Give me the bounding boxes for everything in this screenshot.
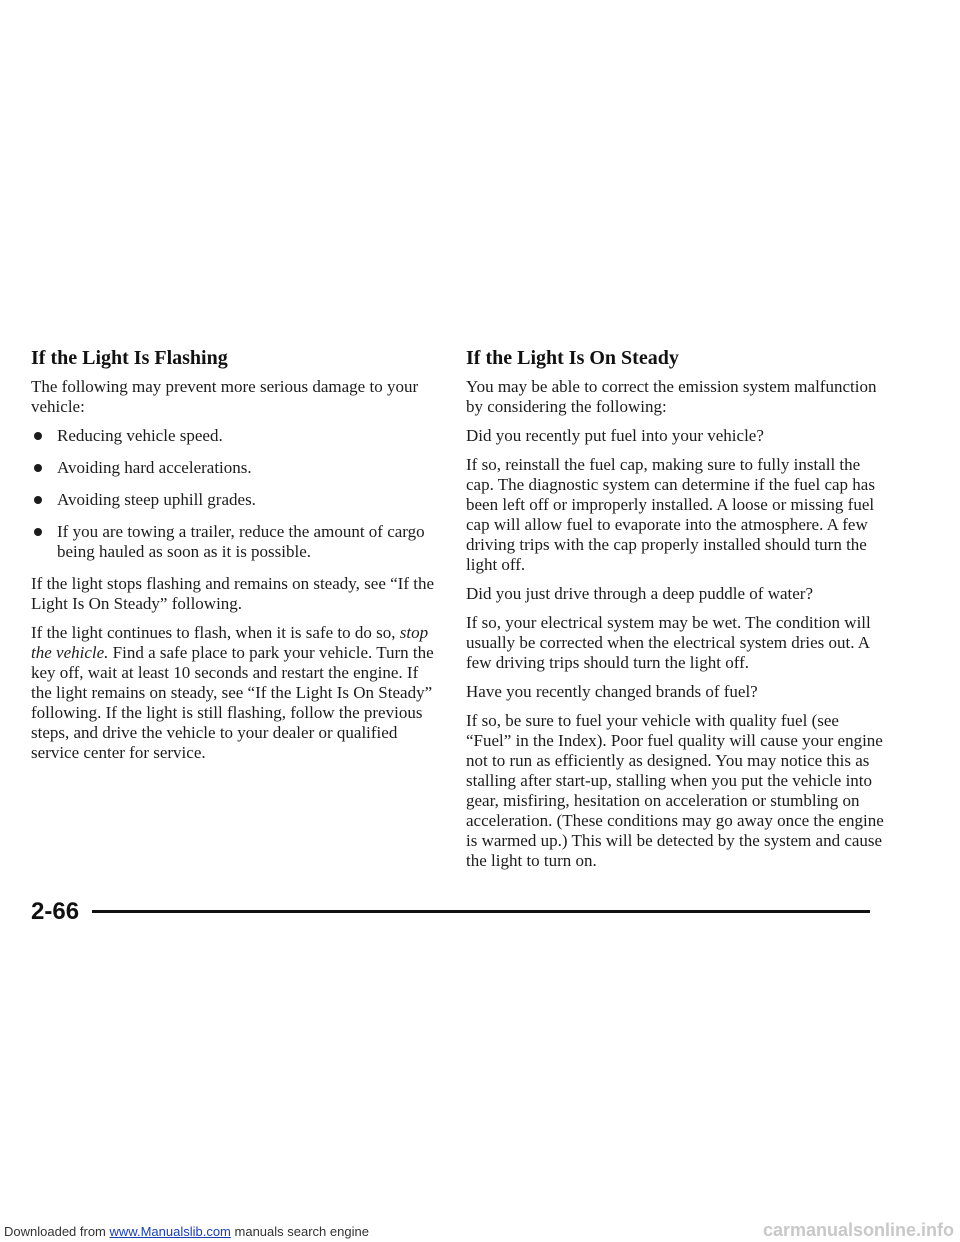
bullet-icon xyxy=(34,464,42,472)
bullet-list xyxy=(31,426,441,562)
section-heading-steady: If the Light Is On Steady xyxy=(466,347,679,369)
bullet-icon xyxy=(34,432,42,440)
paragraph: Did you just drive through a deep puddle of water? xyxy=(466,584,813,603)
list-item xyxy=(31,522,441,562)
download-prefix: Downloaded from xyxy=(4,1224,106,1239)
bullet-icon xyxy=(34,496,42,504)
paragraph: If so, your electrical system may be wet. The condition will usually be corrected when the electrical system dries out. A few driving trips should turn the light off. xyxy=(466,613,871,672)
list-item-text: If you are towing a trailer, reduce the amount of cargo being hauled as soon as it is possible. xyxy=(57,522,425,561)
intro-paragraph: The following may prevent more serious damage to your vehicle: xyxy=(31,377,419,416)
footer-divider xyxy=(92,910,870,913)
stop-vehicle-emphasis: stop the vehicle. xyxy=(31,623,429,662)
list-item xyxy=(31,458,441,478)
right-column xyxy=(466,346,886,880)
list-item-text: Avoiding hard accelerations. xyxy=(57,458,252,477)
steady-reference-paragraph: If the light stops flashing and remains on steady, see “If the Light Is On Steady” following. xyxy=(31,574,435,613)
paragraph: Have you recently changed brands of fuel? xyxy=(466,682,758,701)
list-item xyxy=(31,426,441,446)
list-item-text: Reducing vehicle speed. xyxy=(57,426,223,445)
flash-text-start: If the light continues to flash, when it is safe to do so, xyxy=(31,623,396,642)
paragraph: If so, be sure to fuel your vehicle with quality fuel (see “Fuel” in the Index). Poor fuel quality will cause your engine not to run as efficiently as designed. You may notice this as stalling after start-up, stalling when you put the vehicle into gear, misfiring, hesitation on acceleration or stumbling on acceleration. (These conditions may go away once the engine is warmed up.) This will be detected by the system and cause the light to turn on. xyxy=(466,711,884,870)
download-suffix: manuals search engine xyxy=(234,1224,369,1239)
continue-flash-paragraph xyxy=(31,623,441,763)
download-source-line xyxy=(4,1224,369,1240)
watermark-text: carmanualsonline.info xyxy=(762,1220,954,1240)
section-heading-flashing: If the Light Is Flashing xyxy=(31,347,228,369)
paragraph: If so, reinstall the fuel cap, making sure to fully install the cap. The diagnostic system can determine if the fuel cap has been left off or improperly installed. A loose or missing fuel cap will allow fuel to evaporate into the atmosphere. A few driving trips with the cap properly installed should turn the light off. xyxy=(466,455,875,574)
left-column xyxy=(31,346,441,772)
list-item xyxy=(31,490,441,510)
bullet-icon xyxy=(34,528,42,536)
list-item-text: Avoiding steep uphill grades. xyxy=(57,490,256,509)
paragraph: Did you recently put fuel into your vehicle? xyxy=(466,426,764,445)
manualslib-link[interactable]: www.Manualslib.com xyxy=(109,1224,231,1239)
flash-text-end: Find a safe place to park your vehicle. Turn the key off, wait at least 10 seconds and restart the engine. If the light remains on steady, see “If the Light Is On Steady” following. If the light is still flashing, follow the previous steps, and drive the vehicle to your dealer or qualified service center for service. xyxy=(31,643,434,762)
paragraph: You may be able to correct the emission system malfunction by considering the following: xyxy=(466,377,877,416)
page-number: 2-66 xyxy=(31,898,80,925)
